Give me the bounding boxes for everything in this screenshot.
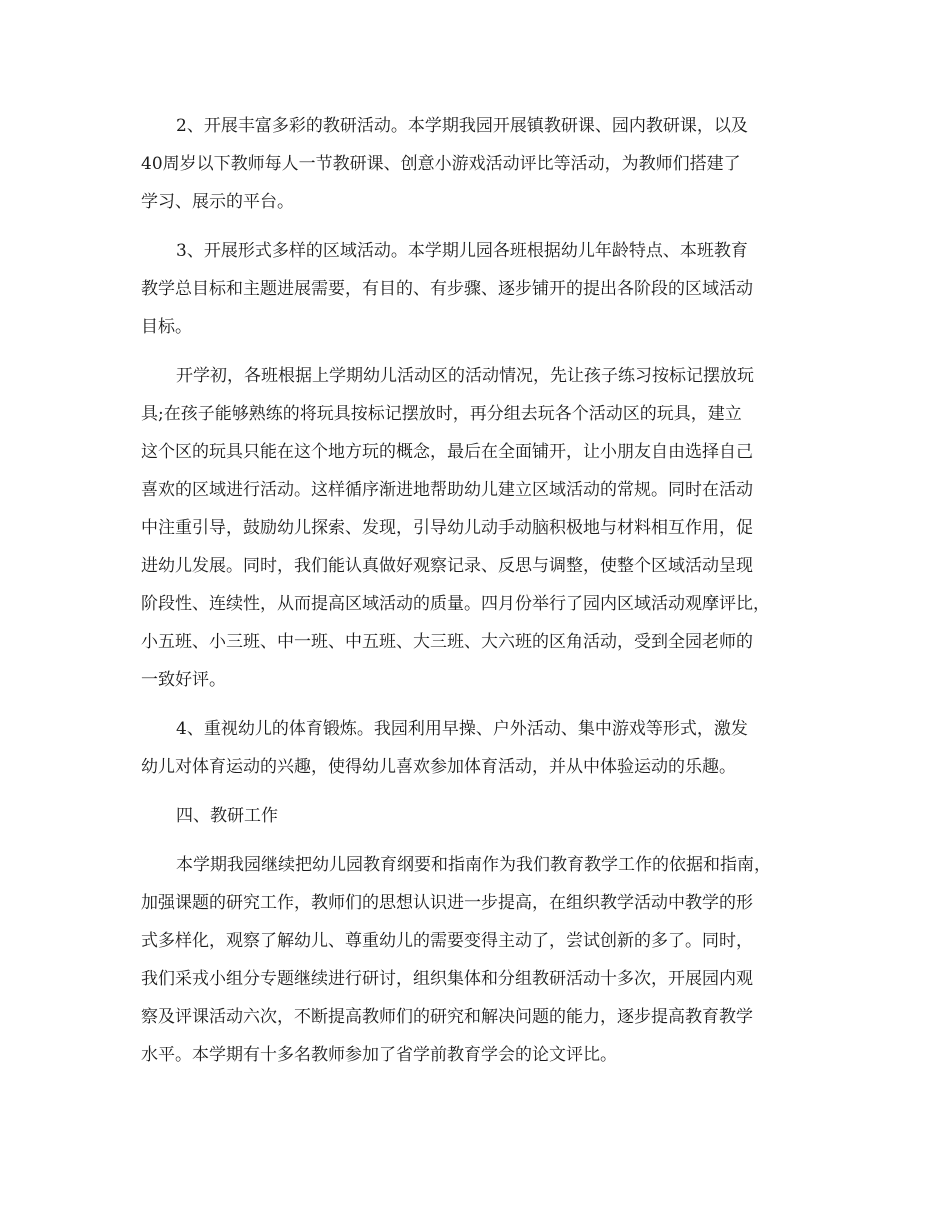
text-line: 幼儿对体育运动的兴趣，使得幼儿喜欢参加体育活动，并从中体验运动的乐趣。 [141,757,736,777]
text-line: 3、开展形式多样的区域活动。本学期儿园各班根据幼儿年龄特点、本班教育 [176,241,748,261]
text-line: 进幼儿发展。同时，我们能认真做好观察记录、反思与调整，使整个区域活动呈现 [141,556,753,576]
text-line: 一致好评。 [141,670,226,690]
text-line: 2、开展丰富多彩的教研活动。本学期我园开展镇教研课、园内教研课，以及 [176,116,748,136]
text-line: 式多样化，观察了解幼儿、尊重幼儿的需要变得主动了，尝试创新的多了。同时， [141,931,753,951]
text-line: 教学总目标和主题进展需要，有目的、有步骤、逐步铺开的提出各阶段的区域活动 [141,279,753,299]
text-line: 小五班、小三班、中一班、中五班、大三班、大六班的区角活动，受到全园老师的 [141,632,753,652]
text-line: 我们采戎小组分专题继续进行研讨，组织集体和分组教研活动十多次，开展园内观 [141,969,753,989]
text-line: 阶段性、连续性，从而提高区域活动的质量。四月份举行了园内区域活动观摩评比， [141,594,770,614]
text-line: 40周岁以下教师每人一节教研课、创意小游戏活动评比等活动，为教师们搭建了 [141,154,741,174]
text-line: 察及评课活动六次，不断提高教师们的研究和解决问题的能力，逐步提高教育教学 [141,1007,753,1027]
text-line: 喜欢的区域进行活动。这样循序渐进地帮助幼儿建立区域活动的常规。同时在活动 [141,480,753,500]
text-line: 水平。本学期有十多名教师参加了省学前教育学会的论文评比。 [141,1045,617,1065]
text-line: 目标。 [141,317,192,337]
text-line: 学习、展示的平台。 [141,192,294,212]
text-line: 本学期我园继续把幼儿园教育纲要和指南作为我们教育教学工作的依据和指南， [176,855,771,875]
section-heading: 四、教研工作 [176,806,278,826]
text-line: 具;在孩子能够熟练的将玩具按标记摆放时，再分组去玩各个活动区的玩具，建立 [141,404,742,424]
text-line: 中注重引导，鼓励幼儿探索、发现，引导幼儿动手动脑积极地与材料相互作用，促 [141,518,753,538]
text-line: 这个区的玩具只能在这个地方玩的概念，最后在全面铺开，让小朋友自由选择自己 [141,442,753,462]
text-line: 4、重视幼儿的体育锻炼。我园利用早操、户外活动、集中游戏等形式，激发 [176,719,748,739]
text-line: 加强课题的研究工作，教师们的思想认识进一步提高，在组织教学活动中教学的形 [141,893,753,913]
text-line: 开学初，各班根据上学期幼儿活动区的活动情况，先让孩子练习按标记摆放玩 [176,366,754,386]
